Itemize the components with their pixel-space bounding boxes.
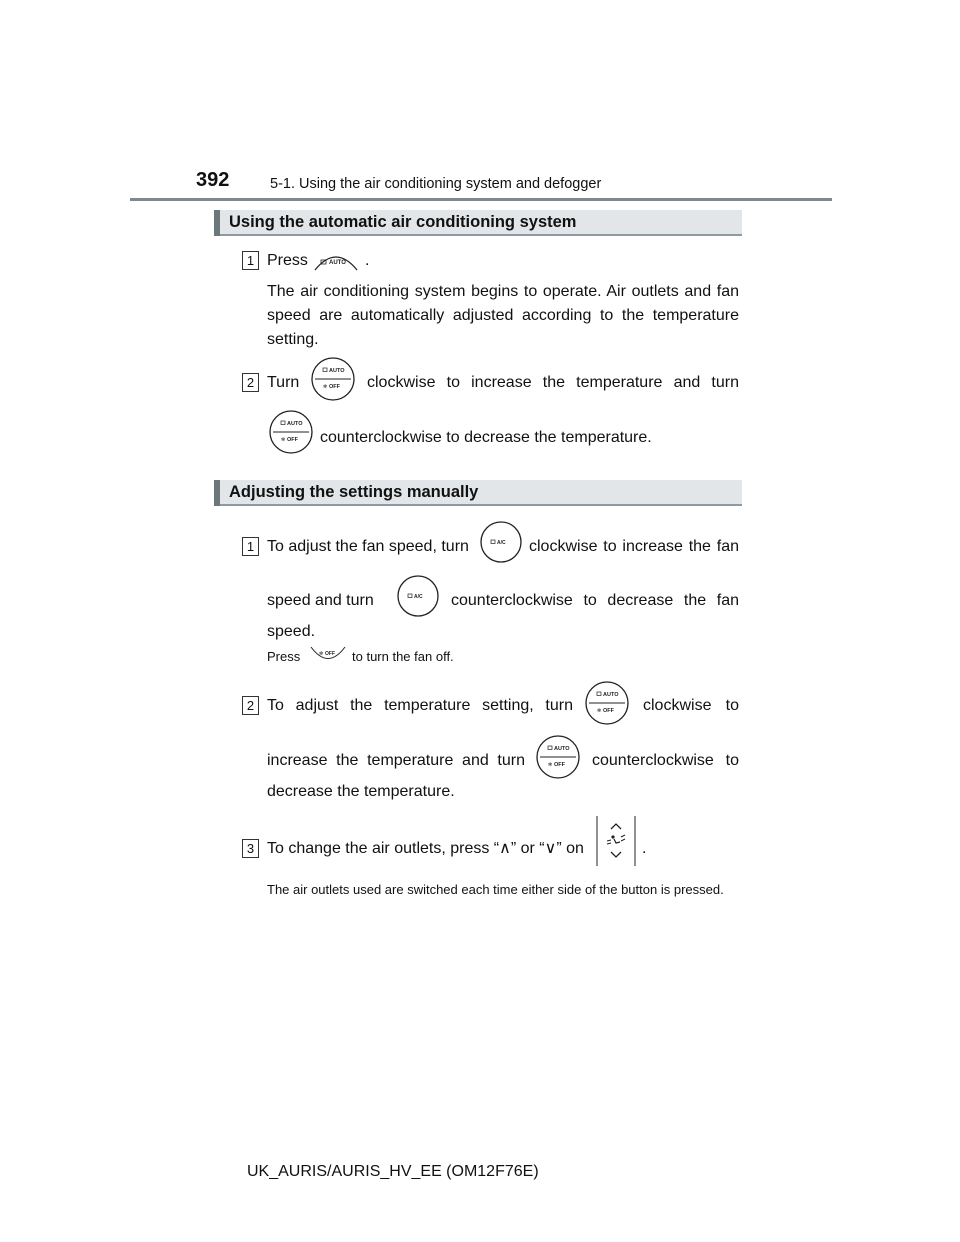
page-number: 392 bbox=[196, 169, 230, 191]
step-line: counterclockwise to decrease the temperature. bbox=[320, 429, 652, 446]
note-text: to turn the fan off. bbox=[352, 649, 454, 664]
note-text: Press bbox=[267, 649, 301, 664]
turn-word: Turn bbox=[267, 374, 300, 391]
auto-label: AUTO bbox=[329, 260, 346, 266]
step-line: clockwise to increase the temperature and turn bbox=[367, 374, 739, 391]
step-number: 1 bbox=[242, 537, 259, 556]
step-line: increase the temperature and turn bbox=[267, 752, 525, 769]
svg-text:OFF: OFF bbox=[603, 708, 614, 714]
svg-text:AUTO: AUTO bbox=[287, 421, 303, 427]
step-line: To adjust the fan speed, turn bbox=[267, 538, 469, 555]
auto-button-icon bbox=[313, 250, 359, 272]
step-number: 2 bbox=[242, 373, 259, 392]
svg-text:✻: ✻ bbox=[548, 762, 553, 768]
press-suffix: . bbox=[365, 252, 370, 269]
step-line: clockwise to increase the fan bbox=[529, 538, 739, 555]
section-heading-manual bbox=[214, 480, 742, 506]
header-divider bbox=[130, 198, 832, 201]
temperature-knob-icon bbox=[535, 734, 581, 780]
svg-text:OFF: OFF bbox=[325, 651, 335, 657]
heading-bar bbox=[214, 210, 220, 236]
step-line: To change the air outlets, press “∧” or “∨” on bbox=[267, 840, 584, 857]
step-text bbox=[267, 250, 308, 271]
svg-text:✻: ✻ bbox=[323, 384, 328, 390]
document-code: UK_AURIS/AURIS_HV_EE (OM12F76E) bbox=[247, 1163, 539, 1180]
step-line: decrease the temperature. bbox=[267, 783, 455, 800]
svg-text:AUTO: AUTO bbox=[554, 746, 570, 752]
step-number: 3 bbox=[242, 839, 259, 858]
svg-text:OFF: OFF bbox=[554, 762, 565, 768]
section-title: 5-1. Using the air conditioning system and defogger bbox=[270, 176, 602, 192]
svg-text:A/C: A/C bbox=[497, 540, 506, 546]
svg-text:OFF: OFF bbox=[287, 437, 298, 443]
note-text: The air outlets used are switched each time either side of the button is pressed. bbox=[267, 882, 724, 897]
svg-text:AUTO: AUTO bbox=[603, 692, 619, 698]
fan-off-button-icon bbox=[310, 646, 346, 664]
svg-text:AUTO: AUTO bbox=[329, 368, 345, 374]
air-outlet-button-icon bbox=[596, 815, 636, 867]
step-line: counterclockwise to bbox=[592, 752, 739, 769]
section-heading-automatic bbox=[214, 210, 742, 236]
step-line: clockwise to bbox=[643, 697, 739, 714]
step-number: 2 bbox=[242, 696, 259, 715]
heading-bar bbox=[214, 480, 220, 506]
temperature-knob-icon bbox=[268, 409, 314, 455]
heading-text: Using the automatic air conditioning system bbox=[229, 213, 577, 231]
temperature-knob-icon bbox=[584, 680, 630, 726]
fan-speed-knob-icon bbox=[479, 520, 523, 564]
step-line-suffix: . bbox=[642, 840, 647, 857]
heading-text: Adjusting the settings manually bbox=[229, 483, 479, 501]
svg-text:A/C: A/C bbox=[414, 594, 423, 600]
step-description: The air conditioning system begins to operate. Air outlets and fan speed are automatically adjusted according to the temperature setting. bbox=[267, 283, 739, 348]
step-line: speed. bbox=[267, 623, 316, 640]
svg-text:OFF: OFF bbox=[329, 384, 340, 390]
step-line: speed and turn bbox=[267, 592, 374, 609]
press-word: Press bbox=[267, 252, 308, 269]
step-line: To adjust the temperature setting, turn bbox=[267, 697, 573, 714]
step-number: 1 bbox=[242, 251, 259, 270]
step-line: counterclockwise to decrease the fan bbox=[451, 592, 739, 609]
svg-text:✻: ✻ bbox=[281, 437, 286, 443]
svg-text:✻: ✻ bbox=[597, 708, 602, 714]
temperature-knob-icon bbox=[310, 356, 356, 402]
fan-speed-knob-icon bbox=[396, 574, 440, 618]
svg-text:✻: ✻ bbox=[319, 651, 324, 657]
